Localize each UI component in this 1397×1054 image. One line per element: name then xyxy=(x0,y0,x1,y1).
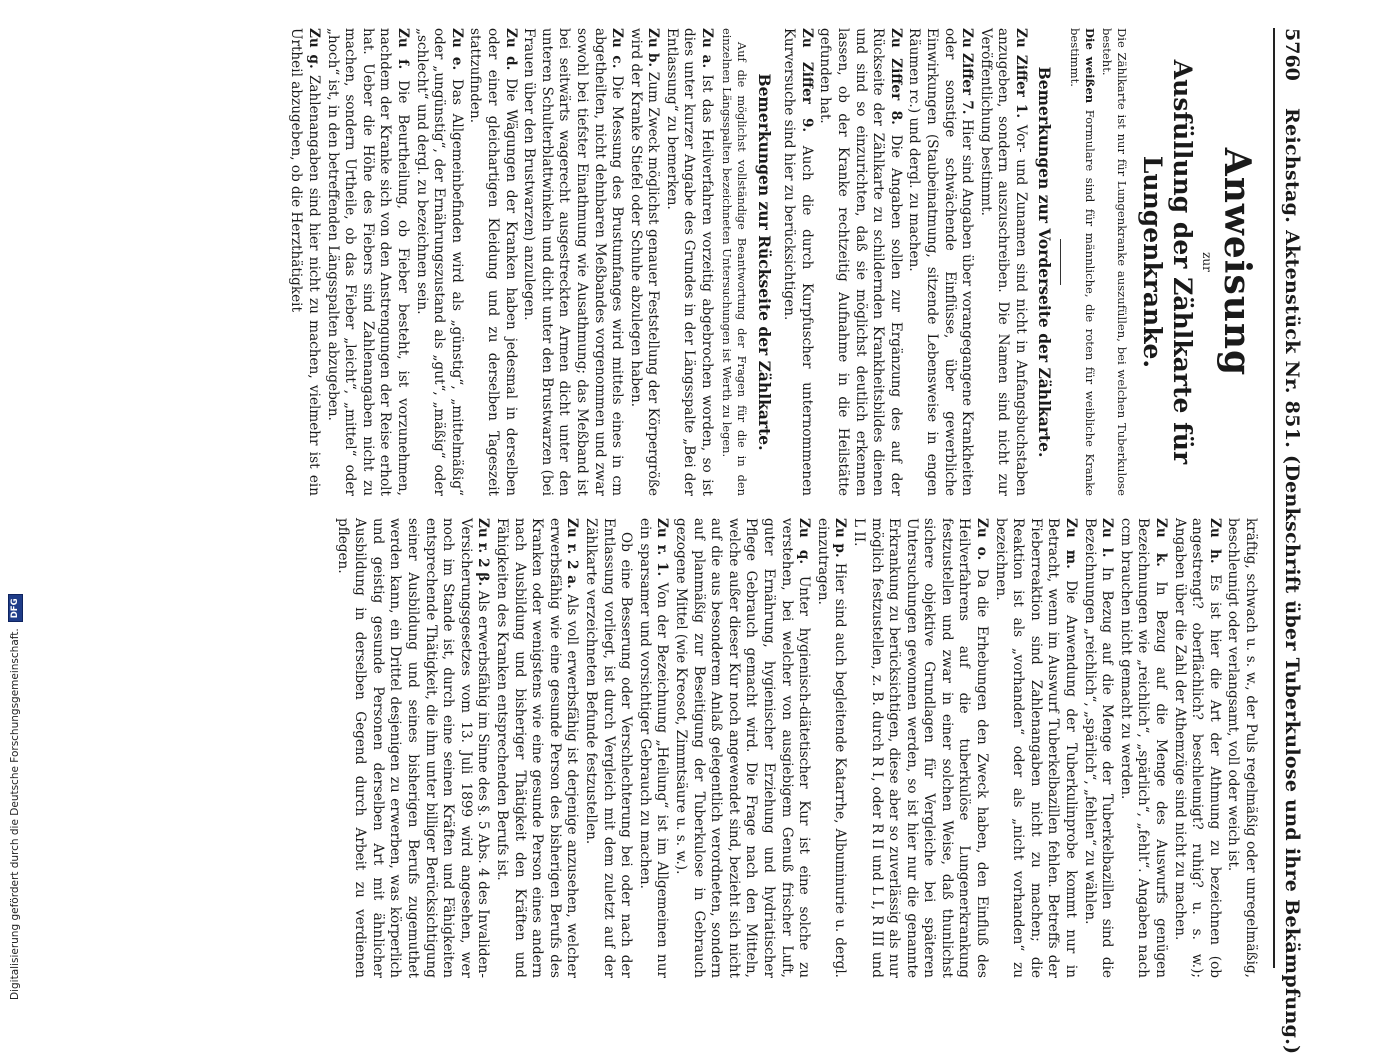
entry-label: Zu k. xyxy=(1153,518,1170,567)
entry-label: Zu c. xyxy=(609,28,626,69)
entry-text: Auch die durch Kurpfuscher unternommenen Kurversuche sind hier zu berücksichtigen. xyxy=(781,28,815,496)
entry-label: Zu e. xyxy=(448,28,465,71)
entry xyxy=(635,518,670,978)
running-head-text: Reichstag. Aktenstück Nr. 851. (Denkschrift über Tuberkulose und ihre Bekämpfung.) xyxy=(1281,108,1303,1054)
dfg-logo: DFG xyxy=(8,594,23,622)
entry xyxy=(1116,518,1169,978)
entry-text: Vor- und Zunamen sind nicht in Anfangsbuchstaben anzugeben, sondern auszuschreiben. Die Namen sind nicht zur Veröffentlichung bestimmt. xyxy=(977,28,1029,496)
entry-text: Die Beurtheilung, ob Fieber besteht, ist vorzunehmen, nachdem der Kranke sich von den Anstrengungen der Reise erholt hat. Ueber die Höhe des Fiebers sind Zahlenangaben nicht zu machen, sondern Urtheile, ob das Fieber „leicht“, „mittel“ oder „hoch“ ist, in den betreffenden Längsspalten abzugeben. xyxy=(324,28,411,497)
entry-text: kräftig, schwach u. s. w., der Puls regelmäßig oder unregelmäßig, beschleunigt oder verlangsamt, voll oder weich ist. xyxy=(1225,518,1259,978)
form-color-note xyxy=(1067,28,1097,496)
entry-label: Zu m. xyxy=(1063,518,1080,569)
entry-label: Zu p. xyxy=(832,518,849,558)
entry-text: Da die Erhebungen den Zweck haben, den Einfluß des Heilverfahrens auf die tuberkulöse Lungenerkrankung festzustellen und zwar in einer solchen Weise, daß thunlichst sichere objektive Grundlagen für Vergleiche bei späteren Untersuchungen gewonnen werden, so ist hier nur die genannte Erkrankung zu berücksichtigen, diese aber so zuverlässig als nur möglich festzustellen, z. B. durch R I, oder R II und L I, R III und L II. xyxy=(850,518,991,978)
entry-text: Als voll erwerbsfähig ist derjenige anzusehen, welcher erwerbsfähig wie eine gesunde Person des bisherigen Berufs des Kranken oder wenigstens wie eine gesunde Person eines andern nach Ausbildung und bisheriger Thätigkeit den Kräften und Fähigkeiten des Kranken entsprechenden Berufs ist. xyxy=(494,518,581,978)
entry-text: Es ist hier die Art der Athmung zu bezeichnen (ob angestrengt? oberflächlich? beschleunigt? ruhig? u. s. w.); Angaben über die Zahl der Athemzüge sind nicht zu machen. xyxy=(1171,518,1223,978)
entry-label: Zu r. 2 a. xyxy=(564,518,581,589)
entry-text: Die Wägungen der Kranken haben jedesmal in derselben oder einer gleichartigen Kleidung und zu derselben Tageszeit stattzufinden. xyxy=(467,28,519,496)
entry-label: Zu d. xyxy=(502,28,519,71)
section-heading-front: Bemerkungen zur Vorderseite der Zählkarte. xyxy=(1035,66,1054,458)
entry xyxy=(412,28,465,496)
intro-note-text: Die Zählkarte ist nur für Lungenkranke auszufüllen, bei welchen Tuberkulose besteht. xyxy=(1100,28,1129,496)
right-column xyxy=(332,518,1259,978)
entry-text: Hier sind auch begleitende Katarrhe, Albuminurie u. dergl. einzutragen. xyxy=(814,518,849,979)
entry xyxy=(671,518,812,978)
entry-label: Zu b. xyxy=(645,28,662,68)
entry-text: In Bezug auf die Menge der Tuberkelbazillen sind die Bezeichnungen „reichlich“, „spärlich“, „fehlen“ zu wählen. xyxy=(1081,518,1116,979)
entry-label: Zu Ziffer 1. xyxy=(1013,28,1029,119)
entry-label: Zu g. xyxy=(306,28,323,69)
entry-text: Zum Zweck möglichst genauer Feststellung der Körpergröße wird der Kranke Stiefel oder Schuhe abzulegen haben. xyxy=(627,28,662,497)
entry xyxy=(1224,518,1259,978)
intro-note xyxy=(1099,28,1129,496)
entry xyxy=(581,518,634,978)
digitization-caption xyxy=(6,20,24,1000)
entry xyxy=(466,28,519,496)
entry-label: Zu f. xyxy=(395,28,411,70)
entry-text: Hier sind Angaben über vorangegangene Krankheiten oder sonstige schwächende Einflüsse, über gewerbliche Einwirkungen (Staubeinatmung, sitzende Lebensweise in engen Räumen rc.) und dergl. zu machen. xyxy=(906,28,976,496)
entry-label: Zu r. 1. xyxy=(654,518,671,577)
entry-text: Unter hygienisch-diätetischer Kur ist eine solche zu verstehen, bei welcher von ausgiebigem Genuß frischer Luft, guter Ernährung, hygienischer Erziehung und hydriatischer Pflege Gebrauch gemacht wird. Die Frage nach den Mitteln, welche außer dieser Kur noch angewendet sind, bezieht sich nicht auf die aus besonderem Anlaß gelegentlich verordneten, sondern auf planmäßig zur Beseitigung der Tuberkulose in Gebrauch gezogene Mittel (wie Kreosot, Zimmtsäure u. s. w.). xyxy=(673,518,813,978)
entry xyxy=(991,518,1079,978)
entry xyxy=(780,28,815,496)
form-color-note-bold: Die weißen xyxy=(1083,28,1097,104)
entry-label: Zu r. 2 β. xyxy=(475,518,492,587)
entry xyxy=(849,518,990,978)
entry xyxy=(323,28,411,496)
entry-label: Zu a. xyxy=(699,28,716,69)
digitization-caption-text: Digitalisierung gefördert durch die Deutsche Forschungsgemeinschaft. xyxy=(9,628,21,1000)
entry xyxy=(1170,518,1223,978)
entry xyxy=(816,28,904,496)
entry-label: Zu o. xyxy=(974,518,991,561)
entry-text: Ob eine Besserung oder Verschlechterung bei oder nach der Entlassung vorliegt, ist durch Vergleich mit dem zuletzt auf der Zählkarte verzeichneten Befunde festzustellen. xyxy=(583,518,635,978)
left-column xyxy=(286,28,1259,496)
section-heading-back: Bemerkungen zur Rückseite der Zählkarte. xyxy=(754,73,774,451)
entry-text: Von der Bezeichnung „Heilung“ ist im Allgemeinen nur ein sparsamer und vorsichtiger Gebrauch zu machen. xyxy=(636,518,671,979)
entry-label: Zu Ziffer 8. xyxy=(887,28,904,125)
title-connector: zur xyxy=(1200,252,1214,272)
section-intro: Auf die möglichst vollständige Beantwortung der Fragen für die in den einzelnen Längsspalten bezeichneten Untersuchungen ist Werth zu legen. xyxy=(719,28,749,496)
entry-label: Zu Ziffer 9. xyxy=(798,28,815,133)
entry-text: Ist das Heilverfahren vorzeitig abgebrochen worden, so ist dies unter kurzer Angabe des Grundes in der Längsspalte „Bei der Entlassung“ zu bemerken. xyxy=(663,28,716,496)
document-title: Anweisung xyxy=(1216,147,1258,377)
entry xyxy=(287,28,322,496)
entry-label: Zu l. xyxy=(1099,518,1116,558)
entry-label: Zu h. xyxy=(1206,518,1223,564)
entry-text: Die Messung des Brustumfanges wird mittels eines in cm abgetheilten, nicht dehnbaren Meßbandes vorgenommen und zwar sowohl bei tiefster Einathmung wie Ausathmung; das Meßband ist bei seitwärts wagerecht ausgestreckten Armen dicht unter den unteren Schulterblattwinkeln und dicht unter den Brustwarzen (bei Frauen über den Brustwarzen) anzulegen. xyxy=(521,28,626,496)
entry xyxy=(1080,518,1115,978)
entry xyxy=(905,28,975,496)
entry-text: Als erwerbsfähig im Sinne des §. 5 Abs. 4 des Invaliden-Versicherungsgesetzes vom 13. Juli 1899 wird angesehen, wer noch im Stande ist, durch eine seinen Kräften und Fähigkeiten entsprechende Thätigkeit, die ihm unter billiger Berücksichtigung seiner Ausbildung und seines bisherigen Berufs zugemuthet werden kann, ein Drittel desjenigen zu erwerben, was körperlich und geistig gesunde Personen derselben Art mit ähnlicher Ausbildung in derselben Gegend durch Arbeit zu verdienen pflegen. xyxy=(334,518,492,979)
entry xyxy=(333,518,491,978)
section-divider xyxy=(1060,239,1061,285)
entry xyxy=(976,28,1029,496)
form-color-note-text: Formulare sind für männliche, die roten für weibliche Kranke bestimmt. xyxy=(1068,28,1097,496)
entry xyxy=(813,518,848,978)
running-head xyxy=(1273,28,1305,1054)
entry-text: Die Angaben sollen zur Ergänzung des auf der Rückseite der Zählkarte zu schildernden Krankheitsbildes dienen und sind so einzurichten, daß sie möglichst deutlich erkennen lassen, ob der Kranke rechtzeitig Aufnahme in die Heilstätte gefunden hat. xyxy=(817,28,904,496)
entry-text: Die Anwendung der Tuberkulinprobe kommt nur in Betracht, wenn im Auswurf Tuberkelbazillen fehlen. Betreffs der Fieberreaktion sind Zahlenangaben nicht zu machen; die Reaktion ist als „vorhanden“ oder als „nicht vorhanden“ zu bezeichnen. xyxy=(992,518,1080,978)
entry-label: Zu Ziffer 7. xyxy=(959,28,976,115)
entry xyxy=(492,518,580,978)
entry xyxy=(626,28,661,496)
page-number: 5760 xyxy=(1281,28,1303,81)
document-subtitle: Ausfüllung der Zählkarte für Lungenkranke. xyxy=(1138,59,1197,465)
entry-text: In Bezug auf die Menge des Auswurfs genügen Bezeichnungen wie „reichlich“, „spärlich“, „fehlt“. Angaben nach ccm brauchen nicht gemacht zu werden. xyxy=(1117,518,1170,978)
entry-label: Zu q. xyxy=(796,518,813,565)
rotated-page xyxy=(13,0,1313,1054)
entry-text: Zahlenangaben sind hier nicht zu machen, vielmehr ist ein Urtheil abzugeben, ob die Herzthätigkeit xyxy=(288,28,323,496)
entry xyxy=(520,28,626,496)
entry-text: Das Allgemeinbefinden wird als „günstig“, „mittelmäßig“ oder „ungünstig“, der Ernährungszustand als „gut“, „mäßig“ oder „schlecht“ und dergl. zu bezeichnen sein. xyxy=(413,28,465,496)
entry xyxy=(662,28,715,496)
